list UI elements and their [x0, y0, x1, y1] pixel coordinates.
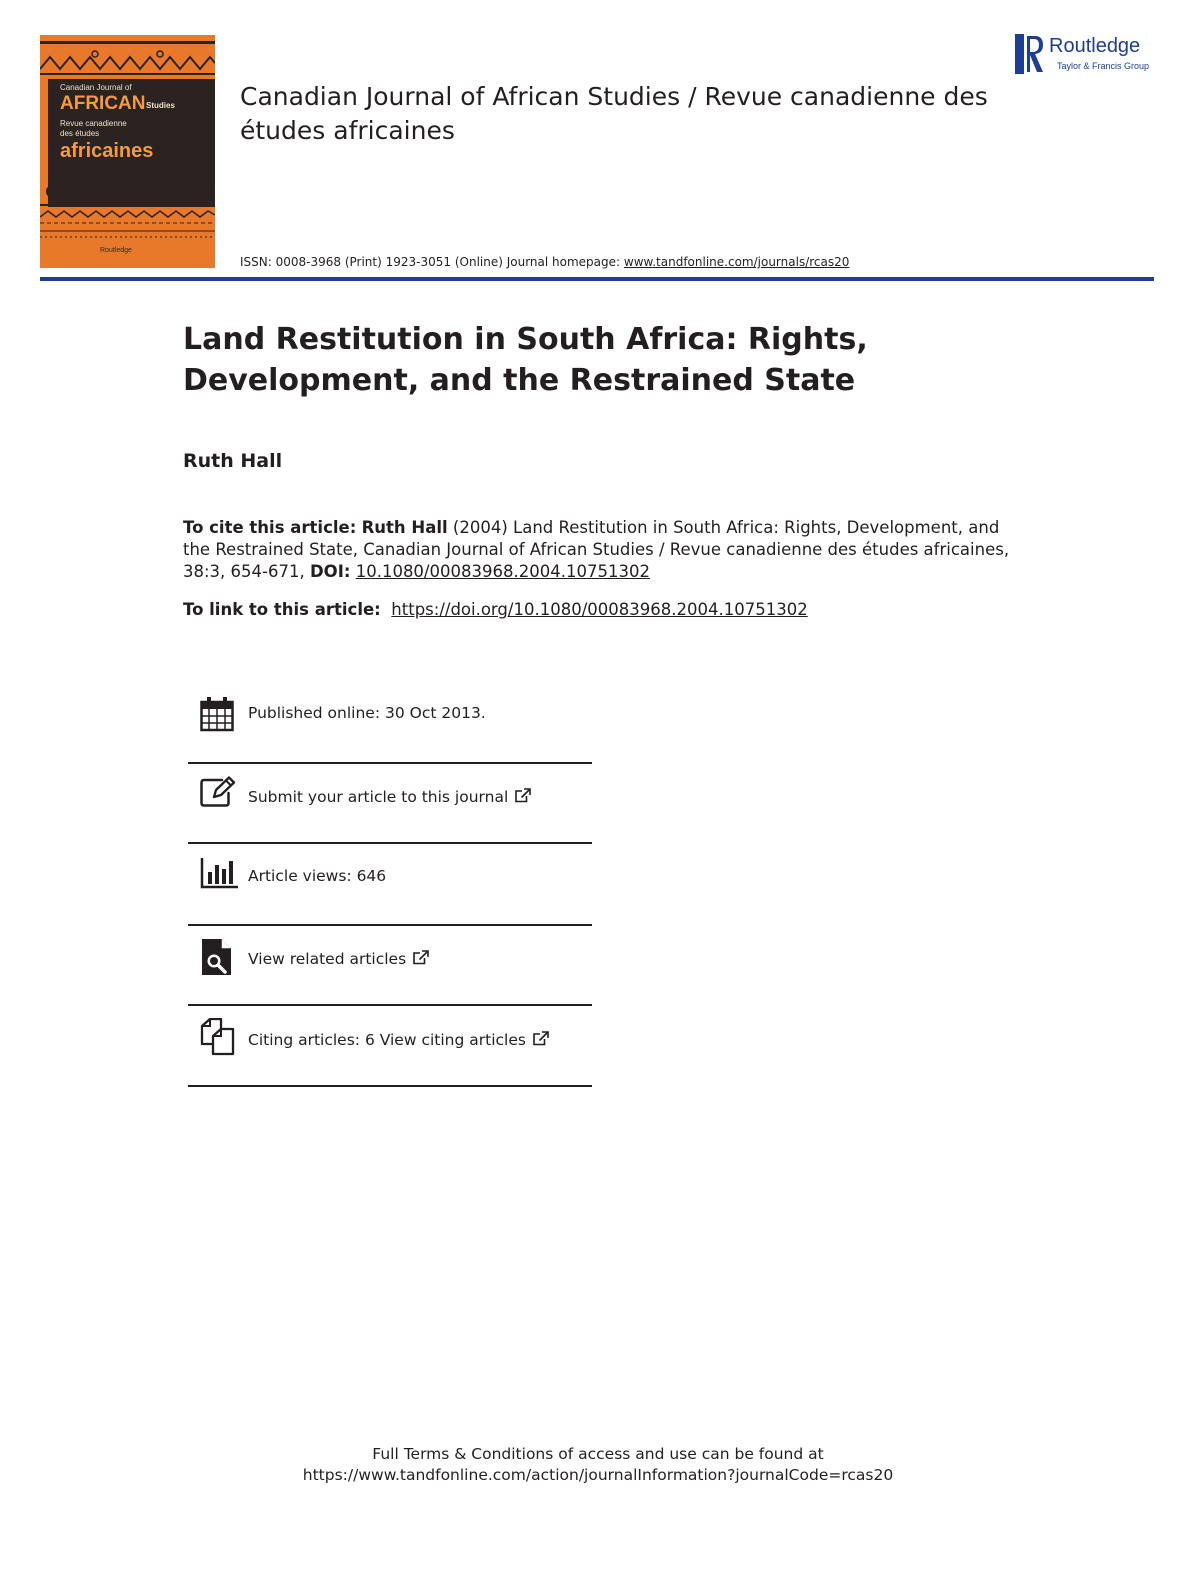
citation-block	[183, 517, 1013, 583]
cover-line-1: Canadian Journal of	[60, 83, 132, 92]
article-views: Article views: 646	[248, 867, 387, 885]
header-divider	[40, 277, 1154, 281]
cover-dots	[46, 185, 211, 198]
cover-line-3: Revue canadienne	[60, 119, 127, 128]
doi-label: DOI:	[309, 562, 351, 581]
views-row	[188, 855, 592, 905]
issn-text: ISSN: 0008-3968 (Print) 1923-3051 (Online) Journal homepage:	[240, 255, 624, 269]
cite-label: To cite this article:	[183, 518, 357, 537]
link-label: To link to this article:	[183, 600, 381, 619]
row-divider	[188, 1085, 592, 1087]
related-label[interactable]: View related articles	[248, 950, 407, 968]
search-document-icon	[200, 938, 234, 976]
journal-title: Canadian Journal of African Studies / Revue canadienne des études africaines	[240, 82, 988, 145]
related-row[interactable]	[188, 936, 592, 986]
issn-line	[240, 255, 849, 269]
submit-article-link[interactable]	[248, 788, 531, 806]
row-divider	[188, 762, 592, 764]
cover-line-2: AFRICAN	[60, 93, 146, 114]
cite-body: (2004) Land Restitution in South Africa: Rights, Development, and the Restrained State, Canadian Journal of African Studies / Revue canadienne des études africaines, 38:3, 654-671,	[183, 518, 1010, 581]
footer-terms: Full Terms & Conditions of access and use can be found at	[372, 1445, 824, 1463]
routledge-logo-icon	[1015, 34, 1045, 74]
doi-link[interactable]: 10.1080/00083968.2004.10751302	[355, 562, 650, 581]
article-url-link[interactable]: https://doi.org/10.1080/00083968.2004.10751302	[391, 600, 808, 619]
row-divider	[188, 1004, 592, 1006]
copy-documents-icon	[200, 1018, 236, 1056]
citing-label[interactable]: Citing articles: 6 View citing articles	[248, 1031, 526, 1049]
article-link-block	[183, 600, 808, 619]
article-author: Ruth Hall	[183, 450, 283, 472]
cover-pattern-bottom	[40, 203, 215, 243]
calendar-icon	[200, 696, 234, 732]
cover-line-4: des études	[60, 129, 100, 138]
published-date: Published online: 30 Oct 2013.	[248, 704, 486, 722]
edit-icon	[200, 776, 236, 808]
cover-line-5: africaines	[60, 140, 154, 162]
footer-terms-link[interactable]: https://www.tandfonline.com/action/journalInformation?journalCode=rcas20	[302, 1466, 894, 1484]
journal-homepage-link[interactable]: www.tandfonline.com/journals/rcas20	[623, 255, 850, 269]
cover-line-2b: Studies	[146, 101, 175, 110]
cover-publisher: Routledge	[100, 247, 132, 254]
journal-cover	[40, 35, 215, 268]
publisher-tagline: Taylor & Francis Group	[1057, 61, 1150, 71]
submit-label[interactable]: Submit your article to this journal	[248, 788, 509, 806]
row-divider	[188, 842, 592, 844]
external-link-icon[interactable]	[412, 950, 429, 965]
footer	[0, 1444, 1196, 1486]
submit-row[interactable]	[188, 774, 592, 824]
bar-chart-icon	[200, 856, 240, 890]
citing-articles-link[interactable]	[248, 1031, 549, 1049]
article-title: Land Restitution in South Africa: Rights, Development, and the Restrained State	[183, 322, 868, 398]
published-row	[188, 694, 592, 738]
external-link-icon[interactable]	[514, 788, 531, 803]
cover-pattern-top	[40, 47, 215, 77]
external-link-icon[interactable]	[532, 1031, 549, 1046]
citing-row[interactable]	[188, 1016, 592, 1066]
related-articles-link[interactable]	[248, 950, 429, 968]
cite-author: Ruth Hall	[361, 518, 448, 537]
publisher-name: Routledge	[1049, 35, 1141, 57]
row-divider	[188, 924, 592, 926]
